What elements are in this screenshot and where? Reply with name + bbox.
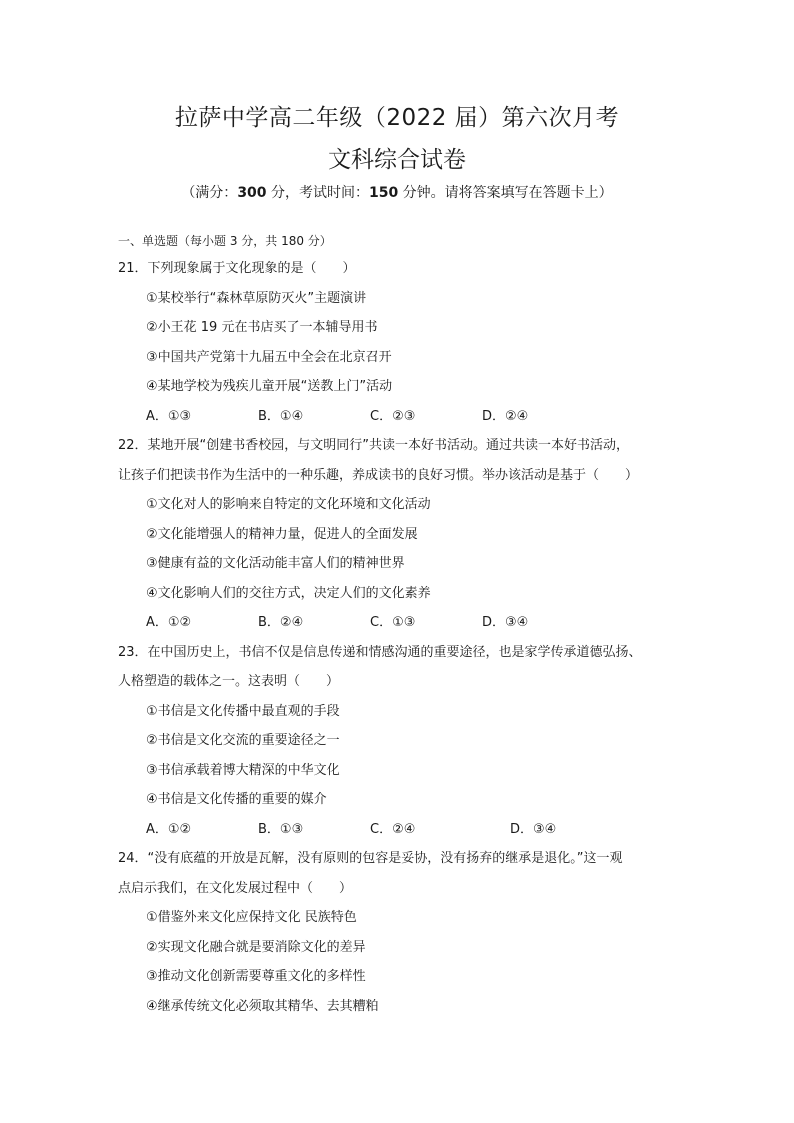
choice-a: A．①② <box>146 821 192 837</box>
statement-option: ②书信是文化交流的重要途径之一 <box>146 733 340 748</box>
question-stem: 21．下列现象属于文化现象的是（ ） <box>118 261 356 276</box>
instructions-mid: 分，考试时间： <box>266 185 369 201</box>
choice-b: B．①③ <box>258 821 304 837</box>
choice-d: D．②④ <box>482 408 529 424</box>
statement-option: ②小王花 19 元在书店买了一本辅导用书 <box>146 320 378 335</box>
exam-header <box>0 100 794 204</box>
exam-content <box>118 228 678 1021</box>
question-stem: 22．某地开展“创建书香校园，与文明同行”共读一本好书活动。通过共读一本好书活动， <box>118 438 630 453</box>
instructions-prefix: （满分： <box>181 185 238 201</box>
question-stem: 23．在中国历史上，书信不仅是信息传递和情感沟通的重要途径，也是家学传承道德弘扬、 <box>118 644 642 660</box>
exam-time-value: 150 <box>369 185 399 201</box>
choice-c: C．②④ <box>370 821 416 837</box>
choice-c: C．②③ <box>370 408 416 424</box>
question-22 <box>118 431 678 638</box>
statement-option: ④继承传统文化必须取其精华、去其糟粕 <box>146 998 379 1014</box>
question-21 <box>118 254 678 431</box>
choice-a: A．①② <box>146 615 192 630</box>
choice-c: C．①③ <box>370 615 416 630</box>
statement-option: ④书信是文化传播的重要的媒介 <box>146 792 327 807</box>
question-24 <box>118 844 678 1021</box>
full-score-value: 300 <box>237 185 267 201</box>
exam-title: 拉萨中学高二年级（2022 届）第六次月考 <box>174 105 620 131</box>
statement-option: ③中国共产党第十九届五中全会在北京召开 <box>146 349 392 365</box>
statement-option: ①书信是文化传播中最直观的手段 <box>146 703 340 719</box>
question-23 <box>118 638 678 845</box>
statement-option: ②文化能增强人的精神力量，促进人的全面发展 <box>146 526 418 542</box>
section-title: 一、单选题（每小题 3 分，共 180 分） <box>118 234 332 248</box>
statement-option: ①借鉴外来文化应保持文化 民族特色 <box>146 910 357 925</box>
choice-d: D．③④ <box>482 615 529 630</box>
statement-option: ②实现文化融合就是要消除文化的差异 <box>146 939 366 955</box>
exam-instructions <box>0 182 794 204</box>
choice-b: B．②④ <box>258 615 304 630</box>
statement-option: ③书信承载着博大精深的中华文化 <box>146 762 340 778</box>
exam-subject-title: 文科综合试卷 <box>328 147 466 173</box>
statement-option: ③健康有益的文化活动能丰富人们的精神世界 <box>146 556 405 571</box>
answer-choices <box>146 402 678 432</box>
statement-option: ④文化影响人们的交往方式，决定人们的文化素养 <box>146 585 431 601</box>
choice-a: A．①③ <box>146 408 192 424</box>
question-stem: 24．“没有底蕴的开放是瓦解，没有原则的包容是妥协，没有扬弃的继承是退化。”这一观 <box>118 851 623 866</box>
choice-b: B．①④ <box>258 408 304 424</box>
question-stem: 点启示我们，在文化发展过程中（ ） <box>118 880 353 896</box>
statement-option: ①某校举行“森林草原防灭火”主题演讲 <box>146 290 367 306</box>
question-stem: 人格塑造的载体之一。这表明（ ） <box>118 674 340 689</box>
question-stem: 让孩子们把读书作为生活中的一种乐趣，养成读书的良好习惯。举办该活动是基于（ ） <box>118 467 639 483</box>
statement-option: ④某地学校为残疾儿童开展“送教上门”活动 <box>146 379 393 394</box>
choice-d: D．③④ <box>510 821 557 837</box>
statement-option: ③推动文化创新需要尊重文化的多样性 <box>146 969 366 984</box>
statement-option: ①文化对人的影响来自特定的文化环境和文化活动 <box>146 497 431 512</box>
instructions-suffix: 分钟。请将答案填写在答题卡上） <box>398 185 613 201</box>
answer-choices <box>146 815 678 845</box>
answer-choices <box>146 608 678 638</box>
